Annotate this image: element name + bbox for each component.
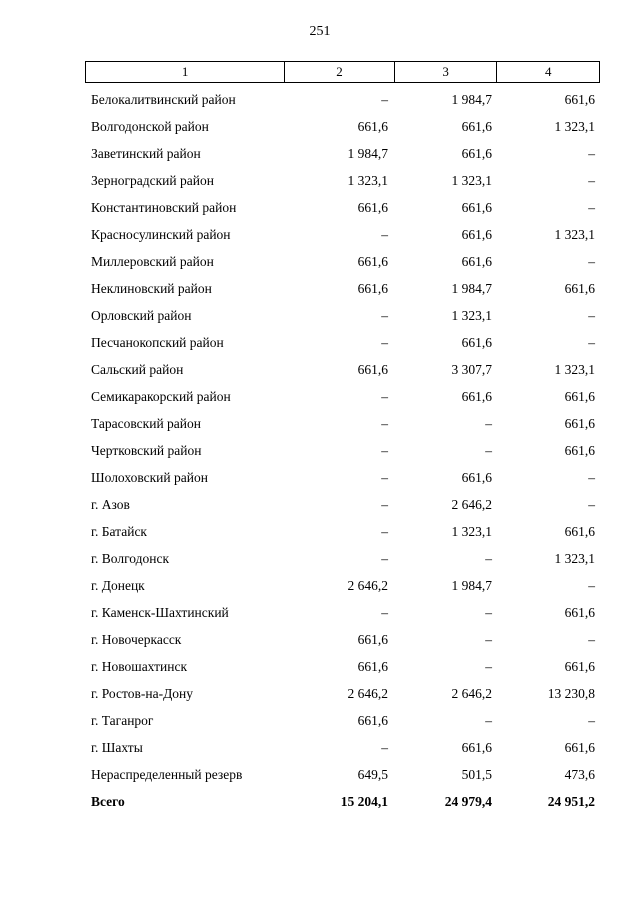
- table-row: [0, 437, 640, 464]
- row-name: Константиновский район: [91, 200, 237, 215]
- row-name: Песчанокопский район: [91, 335, 224, 350]
- cell-col-2: 661,6: [357, 254, 388, 269]
- table-row: [0, 410, 640, 437]
- cell-col-3: 3 307,7: [451, 362, 492, 377]
- cell-col-3: 2 646,2: [451, 497, 492, 512]
- row-name: Орловский район: [91, 308, 192, 323]
- cell-col-4: 661,6: [564, 443, 595, 458]
- cell-col-4: 661,6: [564, 92, 595, 107]
- cell-col-2: –: [381, 416, 388, 431]
- table-row: [0, 383, 640, 410]
- table-row: [0, 86, 640, 113]
- cell-col-4: –: [588, 578, 595, 593]
- table-row: [0, 707, 640, 734]
- row-name: Тарасовский район: [91, 416, 201, 431]
- page-number: 251: [309, 24, 331, 39]
- cell-col-2: –: [381, 740, 388, 755]
- table-row: [0, 302, 640, 329]
- table-row: [0, 491, 640, 518]
- cell-col-3: 661,6: [461, 200, 492, 215]
- cell-col-2: –: [381, 92, 388, 107]
- cell-col-4: –: [588, 335, 595, 350]
- cell-col-4: 1 323,1: [554, 119, 595, 134]
- cell-col-3: 661,6: [461, 119, 492, 134]
- row-name: Волгодонской район: [91, 119, 209, 134]
- row-name: г. Донецк: [91, 578, 145, 593]
- cell-col-4: 1 323,1: [554, 227, 595, 242]
- header-col-3: 3: [395, 62, 498, 82]
- cell-col-3: 661,6: [461, 389, 492, 404]
- cell-col-3: 1 984,7: [451, 281, 492, 296]
- cell-col-3: –: [485, 416, 492, 431]
- table-row: [0, 626, 640, 653]
- cell-col-4: 661,6: [564, 740, 595, 755]
- cell-col-2: –: [381, 470, 388, 485]
- cell-col-4: 661,6: [564, 281, 595, 296]
- cell-col-2: –: [381, 443, 388, 458]
- cell-col-2: –: [381, 497, 388, 512]
- table-row: [0, 275, 640, 302]
- table-row: [0, 221, 640, 248]
- cell-col-4: –: [588, 713, 595, 728]
- table-row: [0, 356, 640, 383]
- cell-col-4: –: [588, 200, 595, 215]
- table-header: [85, 61, 600, 83]
- cell-col-2: 661,6: [357, 659, 388, 674]
- table-row: [0, 761, 640, 788]
- cell-col-3: 2 646,2: [451, 686, 492, 701]
- cell-col-3: –: [485, 632, 492, 647]
- cell-col-4: –: [588, 308, 595, 323]
- cell-col-2: –: [381, 227, 388, 242]
- cell-col-2: 2 646,2: [347, 686, 388, 701]
- row-name: Зерноградский район: [91, 173, 214, 188]
- cell-col-3: 661,6: [461, 335, 492, 350]
- row-name: г. Ростов-на-Дону: [91, 686, 194, 701]
- row-name: Семикаракорский район: [91, 389, 231, 404]
- cell-col-4: 661,6: [564, 389, 595, 404]
- cell-col-3: –: [485, 605, 492, 620]
- table-row: [0, 140, 640, 167]
- cell-col-3: 1 323,1: [451, 308, 492, 323]
- table-row: [0, 113, 640, 140]
- row-name: Сальский район: [91, 362, 184, 377]
- cell-col-2: 661,6: [357, 200, 388, 215]
- cell-col-4: –: [588, 497, 595, 512]
- cell-col-2: 661,6: [357, 119, 388, 134]
- cell-col-2: 1 323,1: [347, 173, 388, 188]
- cell-col-2: 661,6: [357, 632, 388, 647]
- cell-col-2: 661,6: [357, 362, 388, 377]
- row-name: Белокалитвинский район: [91, 92, 236, 107]
- table-row: [0, 248, 640, 275]
- cell-col-2: –: [381, 551, 388, 566]
- row-name: г. Шахты: [91, 740, 143, 755]
- row-name: г. Таганрог: [91, 713, 154, 728]
- cell-col-4: 1 323,1: [554, 551, 595, 566]
- cell-col-3: –: [485, 713, 492, 728]
- cell-col-2: 649,5: [357, 767, 388, 782]
- cell-col-4: –: [588, 146, 595, 161]
- cell-col-4: –: [588, 254, 595, 269]
- row-name: Красносулинский район: [91, 227, 231, 242]
- row-name: Чертковский район: [91, 443, 202, 458]
- total-row: [0, 788, 640, 815]
- table-body: [0, 86, 640, 815]
- row-name: Шолоховский район: [91, 470, 208, 485]
- cell-col-3: 661,6: [461, 470, 492, 485]
- row-name: Нераспределенный резерв: [91, 767, 243, 782]
- cell-col-2: 661,6: [357, 713, 388, 728]
- header-col-1: 1: [86, 62, 285, 82]
- cell-col-2: –: [381, 335, 388, 350]
- row-name: г. Новочеркасск: [91, 632, 182, 647]
- cell-col-3: 1 984,7: [451, 92, 492, 107]
- cell-col-4: 13 230,8: [547, 686, 595, 701]
- header-col-2: 2: [285, 62, 395, 82]
- row-name: Всего: [91, 794, 125, 809]
- cell-col-3: 661,6: [461, 740, 492, 755]
- cell-col-2: –: [381, 308, 388, 323]
- cell-col-2: 15 204,1: [340, 794, 388, 809]
- cell-col-4: –: [588, 173, 595, 188]
- cell-col-2: 661,6: [357, 281, 388, 296]
- row-name: г. Волгодонск: [91, 551, 170, 566]
- cell-col-2: –: [381, 389, 388, 404]
- cell-col-4: 661,6: [564, 605, 595, 620]
- cell-col-3: –: [485, 551, 492, 566]
- cell-col-4: 473,6: [564, 767, 595, 782]
- cell-col-3: 24 979,4: [444, 794, 492, 809]
- table-row: [0, 599, 640, 626]
- table-row: [0, 194, 640, 221]
- row-name: г. Батайск: [91, 524, 147, 539]
- cell-col-3: 661,6: [461, 227, 492, 242]
- cell-col-4: 1 323,1: [554, 362, 595, 377]
- table-row: [0, 518, 640, 545]
- cell-col-3: 1 984,7: [451, 578, 492, 593]
- cell-col-2: 2 646,2: [347, 578, 388, 593]
- cell-col-4: 661,6: [564, 524, 595, 539]
- row-name: Неклиновский район: [91, 281, 212, 296]
- cell-col-3: –: [485, 659, 492, 674]
- row-name: г. Азов: [91, 497, 130, 512]
- table-row: [0, 734, 640, 761]
- table-row: [0, 167, 640, 194]
- cell-col-4: –: [588, 632, 595, 647]
- cell-col-2: 1 984,7: [347, 146, 388, 161]
- cell-col-2: –: [381, 524, 388, 539]
- cell-col-3: 661,6: [461, 254, 492, 269]
- table-row: [0, 653, 640, 680]
- table-row: [0, 464, 640, 491]
- cell-col-3: 1 323,1: [451, 173, 492, 188]
- cell-col-4: 24 951,2: [547, 794, 595, 809]
- cell-col-4: –: [588, 470, 595, 485]
- cell-col-3: –: [485, 443, 492, 458]
- row-name: Миллеровский район: [91, 254, 214, 269]
- cell-col-2: –: [381, 605, 388, 620]
- cell-col-4: 661,6: [564, 416, 595, 431]
- cell-col-3: 661,6: [461, 146, 492, 161]
- row-name: Заветинский район: [91, 146, 201, 161]
- table-row: [0, 572, 640, 599]
- cell-col-3: 1 323,1: [451, 524, 492, 539]
- cell-col-4: 661,6: [564, 659, 595, 674]
- row-name: г. Новошахтинск: [91, 659, 187, 674]
- table-row: [0, 329, 640, 356]
- header-col-4: 4: [544, 64, 552, 79]
- cell-col-3: 501,5: [461, 767, 492, 782]
- table-row: [0, 545, 640, 572]
- row-name: г. Каменск-Шахтинский: [91, 605, 229, 620]
- table-row: [0, 680, 640, 707]
